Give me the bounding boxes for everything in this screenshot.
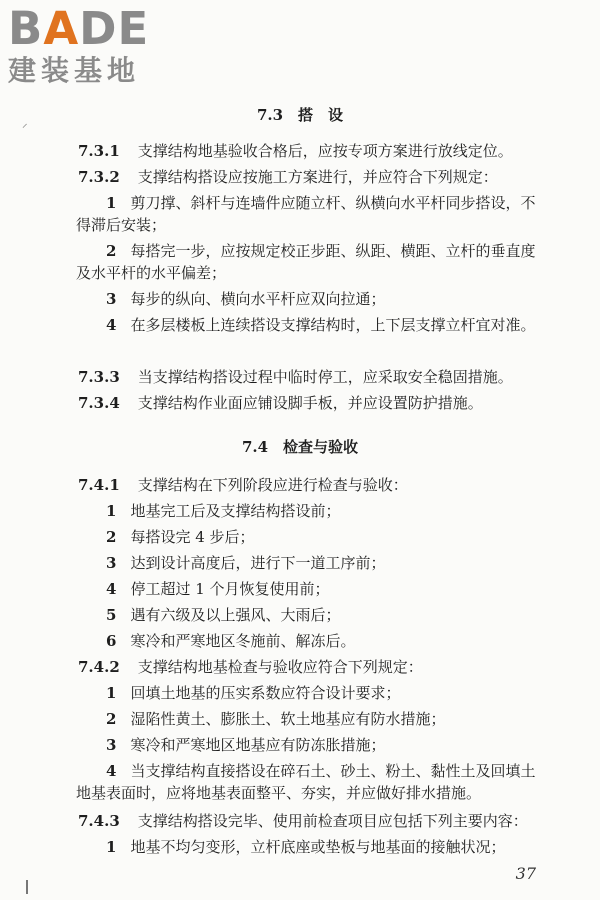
clause-7-4-3: 7.4.3 支撑结构搭设完毕、使用前检查项目应包括下列主要内容： <box>78 812 528 830</box>
clause-7-4-1: 7.4.1 支撑结构在下列阶段应进行检查与验收： <box>78 476 408 494</box>
clause-7-3-3: 7.3.3 当支撑结构搭设过程中临时停工，应采取安全稳固措施。 <box>78 368 513 386</box>
list-item: 1 剪刀撑、斜杆与连墙件应随立杆、纵横向水平杆同步搭设，不得滞后安装； <box>76 194 536 234</box>
clause-7-3-1: 7.3.1 支撑结构地基验收合格后，应按专项方案进行放线定位。 <box>78 142 513 160</box>
section-7-3-title: 7.3 搭 设 <box>256 106 344 124</box>
list-item: 1 回填土地基的压实系数应符合设计要求； <box>106 684 401 702</box>
list-item: 4 当支撑结构直接搭设在碎石土、砂土、粉土、黏性土及回填土地基表面时，应将地基表面整平、夯实，并应做好排水措施。 <box>76 762 536 802</box>
section-7-4-title: 7.4 检查与验收 <box>241 438 359 456</box>
list-item: 6 寒冷和严寒地区冬施前、解冻后。 <box>106 632 356 650</box>
list-item: 2 湿陷性黄土、膨胀土、软土地基应有防水措施； <box>106 710 446 728</box>
bade-logo <box>8 4 180 88</box>
logo-subtitle: 建装基地 <box>8 54 141 87</box>
clause-7-3-4: 7.3.4 支撑结构作业面应铺设脚手板，并应设置防护措施。 <box>78 394 483 412</box>
list-item: 1 地基不均匀变形，立杆底座或垫板与地基面的接触状况； <box>106 838 506 856</box>
list-item: 2 每搭完一步，应按规定校正步距、纵距、横距、立杆的垂直度及水平杆的水平偏差； <box>76 242 536 282</box>
list-item: 3 寒冷和严寒地区地基应有防冻胀措施； <box>106 736 386 754</box>
list-item: 3 每步的纵向、横向水平杆应双向拉通； <box>106 290 386 308</box>
list-item: 1 地基完工后及支撑结构搭设前； <box>106 502 341 520</box>
page-number: 37 <box>515 864 536 883</box>
list-item: 4 在多层楼板上连续搭设支撑结构时，上下层支撑立杆宜对准。 <box>106 316 536 334</box>
scan-mark: ⸝ <box>22 117 28 130</box>
scan-mark <box>26 880 28 894</box>
clause-7-4-2: 7.4.2 支撑结构地基检查与验收应符合下列规定： <box>78 658 423 676</box>
clause-7-3-2: 7.3.2 支撑结构搭设应按施工方案进行，并应符合下列规定： <box>78 168 498 186</box>
list-item: 4 停工超过 1 个月恢复使用前； <box>106 580 330 598</box>
logo-wordmark: BADE <box>8 2 150 55</box>
list-item: 5 遇有六级及以上强风、大雨后； <box>106 606 341 624</box>
list-item: 2 每搭设完 4 步后； <box>106 528 255 546</box>
list-item: 3 达到设计高度后，进行下一道工序前； <box>106 554 386 572</box>
